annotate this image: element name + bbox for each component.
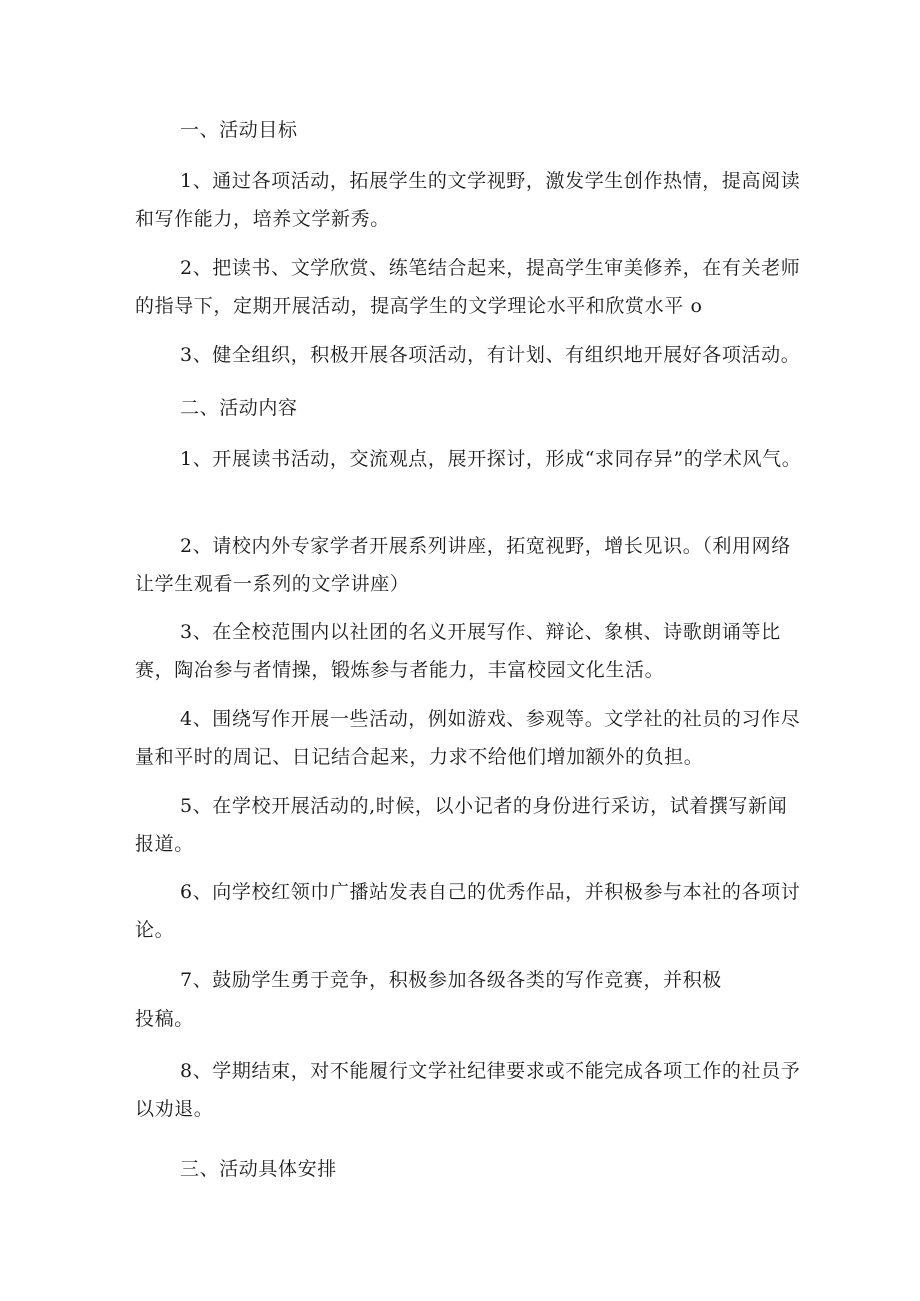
- section-heading-content: 二、活动内容: [180, 397, 298, 419]
- content-item-7: 7、鼓励学生勇于竞争，积极参加各级各类的写作竞赛，并积极: [180, 969, 722, 991]
- content-item-6: 6、向学校红领巾广播站发表自己的优秀作品，并积极参与本社的各项讨论。: [135, 881, 801, 941]
- content-item-5: 5、在学校开展活动的,时候，以小记者的身份进行采访，试着撰写新闻报道。: [135, 795, 788, 855]
- goal-item-3: 3、健全组织，积极开展各项活动，有计划、有组织地开展好各项活动。: [180, 344, 801, 366]
- content-item-3: 3、在全校范围内以社团的名义开展写作、辩论、象棋、诗歌朗诵等比赛，陶冶参与者情操，锻炼参与者能力，丰富校园文化生活。: [135, 621, 781, 681]
- content-item-2: 2、请校内外专家学者开展系列讲座，拓宽视野，增长见识。（利用网络让学生观看一系列的文学讲座）: [135, 535, 791, 595]
- content-item-4: 4、围绕写作开展一些活动，例如游戏、参观等。文学社的社员的习作尽量和平时的周记、日记结合起来，力求不给他们增加额外的负担。: [135, 708, 801, 768]
- content-item-8: 8、学期结束，对不能履行文学社纪律要求或不能完成各项工作的社员予以劝退。: [135, 1060, 801, 1120]
- section-heading-goals: 一、活动目标: [180, 119, 298, 141]
- content-item-7-continuation: 投稿。: [135, 1008, 194, 1030]
- section-heading-schedule: 三、活动具体安排: [180, 1158, 337, 1180]
- goal-item-2: 2、把读书、文学欣赏、练笔结合起来，提高学生审美修养，在有关老师的指导下，定期开展活动，提高学生的文学理论水平和欣赏水平 o: [135, 257, 801, 317]
- goal-item-1: 1、通过各项活动，拓展学生的文学视野，激发学生创作热情，提高阅读和写作能力，培养文学新秀。: [135, 170, 801, 230]
- content-item-1: 1、开展读书活动，交流观点，展开探讨，形成“求同存异”的学术风气。: [180, 448, 802, 470]
